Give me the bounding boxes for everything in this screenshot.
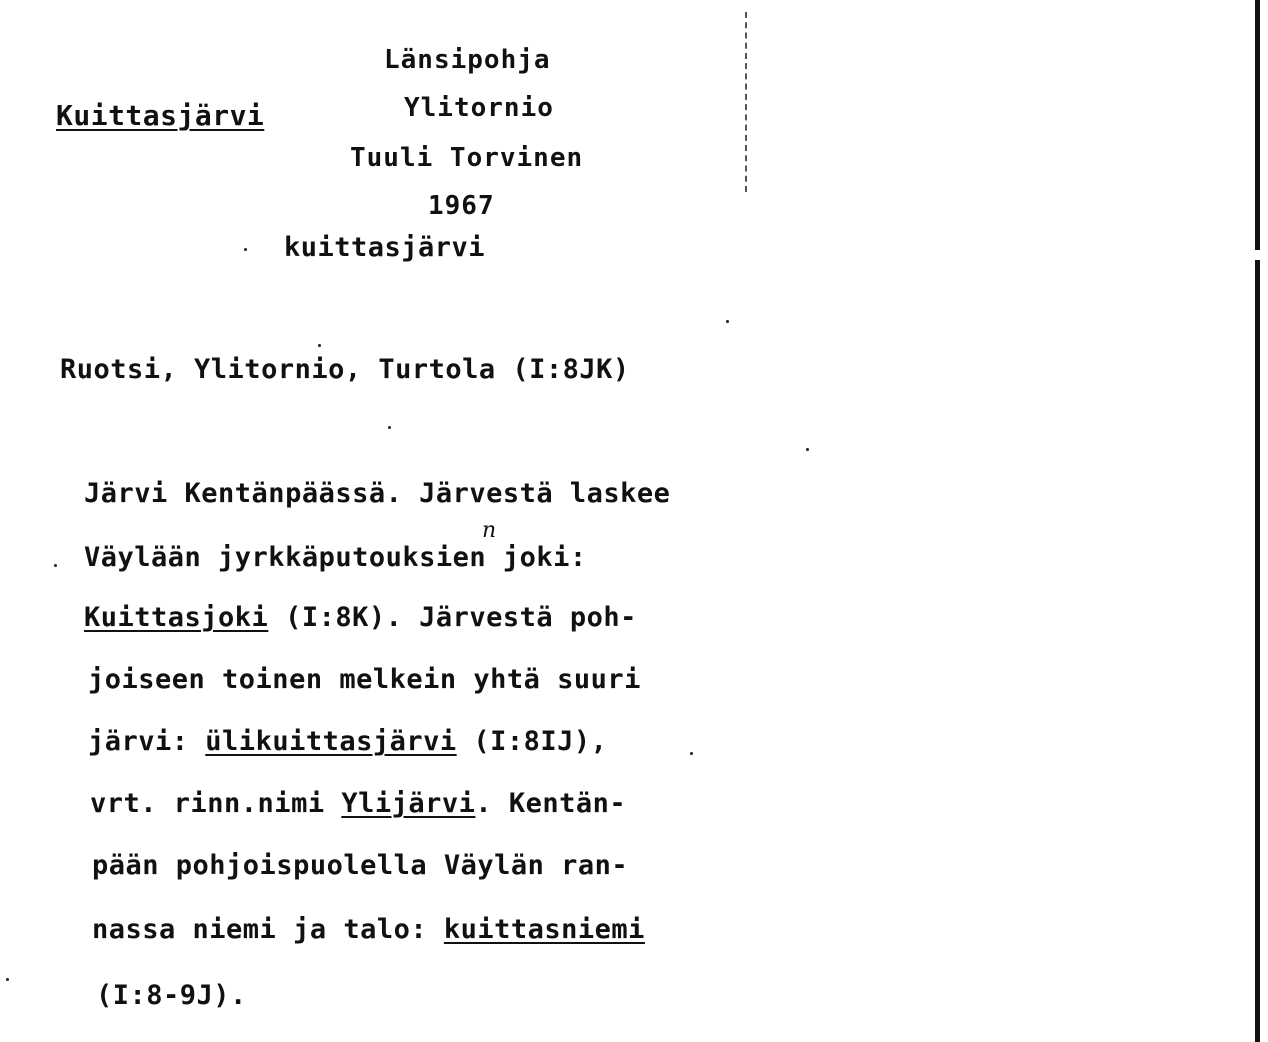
- region-label: Länsipohja: [384, 45, 551, 75]
- desc-line-5: [88, 726, 607, 758]
- scan-speck: [54, 564, 57, 567]
- desc-line-1: Järvi Kentänpäässä. Järvestä laskee: [84, 478, 671, 509]
- name-link-ylijarvi: Ylijärvi: [341, 788, 476, 819]
- desc-line-8-pre: nassa niemi ja talo:: [92, 914, 444, 945]
- local-form: kuittasjärvi: [284, 232, 486, 263]
- desc-line-9: (I:8-9J).: [96, 980, 247, 1011]
- name-link-kuittasjoki: Kuittasjoki: [84, 602, 269, 633]
- handwritten-correction: n: [482, 518, 497, 543]
- desc-line-5-rest: (I:8IJ),: [456, 726, 608, 757]
- perforation-line: [745, 12, 747, 192]
- scan-speck: [244, 248, 247, 251]
- desc-line-3: [84, 602, 637, 634]
- collector-name: Tuuli Torvinen: [350, 143, 584, 173]
- desc-line-6-rest: . Kentän-: [475, 788, 627, 819]
- desc-line-8: [92, 914, 645, 946]
- name-link-ulikuittasjarvi: ülikuittasjärvi: [205, 726, 457, 757]
- desc-line-7: pään pohjoispuolella Väylän ran-: [92, 850, 629, 881]
- scan-speck: [318, 344, 321, 347]
- desc-line-5-pre: järvi:: [88, 726, 206, 757]
- scan-speck: [806, 448, 809, 451]
- head-word: Kuittasjärvi: [56, 99, 265, 132]
- scan-speck: [726, 320, 729, 323]
- name-link-kuittasniemi: kuittasniemi: [443, 914, 645, 945]
- collection-year: 1967: [428, 191, 495, 221]
- desc-line-6: [90, 788, 626, 820]
- desc-line-6-pre: vrt. rinn.nimi: [90, 788, 342, 819]
- desc-line-4: joiseen toinen melkein yhtä suuri: [88, 664, 641, 695]
- scan-speck: [6, 978, 9, 981]
- parish-label: Ylitornio: [404, 93, 554, 123]
- scan-speck: [690, 752, 693, 755]
- location-line: Ruotsi, Ylitornio, Turtola (I:8JK): [60, 354, 630, 385]
- card-edge: [1255, 0, 1260, 1042]
- scan-speck: [388, 426, 391, 429]
- desc-line-2: Väylään jyrkkäputouksien joki:: [84, 542, 587, 573]
- desc-line-3-rest: (I:8K). Järvestä poh-: [268, 602, 637, 633]
